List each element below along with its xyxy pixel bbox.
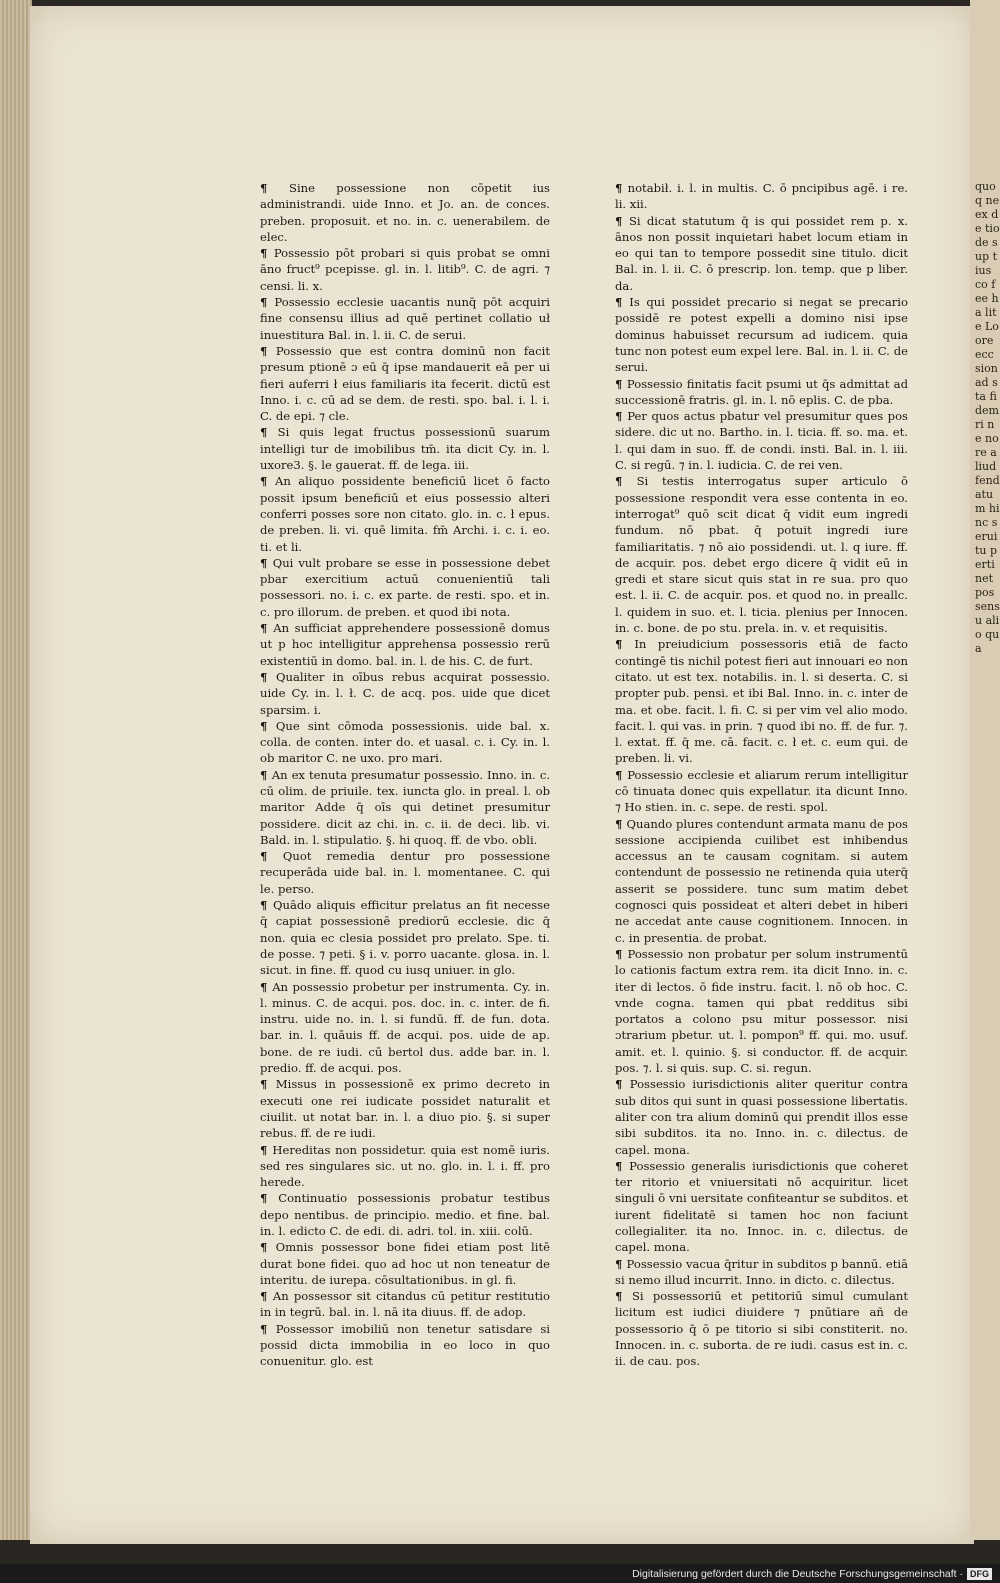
paragraph-text: An possessio probetur per instrumenta. Cy. in. l. minus. C. de acqui. pos. doc. in. c. inter. de fi. instru. uide no. in. l. si fundū. ff. de fun. dota. bar. in. l. quāuis ff. de acqui. pos. uide de ap. bone. de re iudi. cū bertol dus. adde bar. in. l. predio. ff. de acqui. pos.: [260, 979, 550, 1076]
paragraph: [260, 1239, 550, 1288]
paragraph-text: Possessio que est contra dominū non facit presum ptionē ɔ eū q̄ ipse mandauerit eā per ui fieri auferri ł eius familiaris ita fecerit. dictū est Inno. i. c. cū ad se dem. de resti. spo. bal. i. l. i. C. de epi. ⁊ cle.: [260, 343, 550, 424]
paragraph-mark-icon: ¶: [615, 181, 628, 195]
paragraph-text: Possessio ecclesie et aliarum rerum intelligitur cō tinuata donec quis expellatur. ita dicunt Inno. ⁊ Ho stien. in. c. sepe. de resti. spol.: [615, 767, 908, 815]
paragraph-mark-icon: ¶: [260, 295, 275, 310]
paragraph-mark-icon: ¶: [260, 669, 276, 684]
paragraph-mark-icon: ¶: [260, 555, 273, 570]
paragraph: [260, 897, 550, 978]
paragraph: [615, 473, 908, 636]
paragraph-mark-icon: ¶: [260, 1289, 273, 1304]
paragraph: [615, 1076, 908, 1157]
paragraph: [615, 294, 908, 375]
paragraph-text: Si testis interrogatus super articulo ō possessione respondit vera esse contenta in eo. interrogat⁹ quō scit dicat q̄ vidit eum ingredi fundum. nō pbat. q̄ potuit ingredi iure familiaritatis. ⁊ nō aio possidendi. ut. l. q iure. ff. de acquir. pos. debet ergo dicere q̄ vidit eū in gredi et stare sicut quis stat in re sua. pro quo est. l. ii. C. de acquir. pos. et quod no. in preallc. l. quidem in suo. et. l. ticia. plenius per Innocen. in. c. bone. de po stu. prela. in. v. et requisitis.: [615, 474, 908, 636]
paragraph-text: Qui vult probare se esse in possessione debet pbar exercitium actuū conuenientiū tali possessori. no. i. c. ex parte. de resti. spo. et in. c. pro illorum. de preben. et quod ibi nota.: [260, 555, 550, 619]
paragraph-mark-icon: ¶: [615, 474, 637, 489]
paragraph-mark-icon: ¶: [260, 1142, 273, 1157]
paragraph-text: Qualiter in oībus rebus acquirat possessio. uide Cy. in. l. ł. C. de acq. pos. uide que dicet sparsim. i.: [260, 669, 550, 717]
paragraph-mark-icon: ¶: [615, 767, 628, 782]
paragraph-mark-icon: ¶: [615, 409, 628, 424]
paragraph-text: Hereditas non possidetur. quia est nomē iuris. sed res singulares sic. ut no. glo. in. l. i. ff. pro herede.: [260, 1142, 550, 1190]
paragraph-mark-icon: ¶: [615, 376, 627, 391]
paragraph: [260, 848, 550, 897]
paragraph: [260, 555, 550, 620]
paragraph-text: Si quis legat fructus possessionū suarum intelligi tur de imobilibus tm̄. ita dicit Cy. in. l. uxore3. §. le gauerat. ff. de lega. iii.: [260, 425, 550, 473]
paragraph: [615, 767, 908, 816]
paragraph-text: Missus in possessionē ex primo decreto in executi one rei iudicate possidet naturalit et ciuilit. ut notat bar. in. l. a diuo pio. §. si super rebus. ff. de re iudi.: [260, 1077, 550, 1141]
paragraph-text: Possessio generalis iurisdictionis que coheret ter ritorio et vniuersitati nō acquiritur. licet singuli ō vni uersitate confiteantur se subditos. et iurent fidelitatē si tamen hoc non faciunt collegialiter. ita no. Innoc. in. c. dilectus. de capel. mona.: [615, 1158, 908, 1255]
paragraph-text: Possessio finitatis facit psumi ut q̄s admittat ad successionē fratris. gl. in. l. nō eplis. C. de pba.: [615, 376, 908, 407]
paragraph-mark-icon: ¶: [260, 1321, 276, 1336]
paragraph-mark-icon: ¶: [260, 1191, 279, 1206]
paragraph-mark-icon: ¶: [615, 295, 630, 310]
paragraph: [615, 180, 908, 213]
paragraph-text: Si dicat statutum q̄ is qui possidet rem p. x. ānos non possit inquietari habet locum etiam in eo qui tan to tempore possedit sine titulo. dicit Bal. in. l. ii. C. ō prescrip. lon. temp. que p liber. da.: [615, 213, 908, 293]
paragraph-text: Per quos actus pbatur vel presumitur ques pos sidere. dic ut no. Bartho. in. l. ticia. ff. so. ma. et. l. qui dam in suo. ff. de condi. insti. Bal. in. l. iii. C. si regū. ⁊ in. l. iudicia. C. de rei ven.: [615, 409, 909, 473]
facing-page-text: quoq ne ex de tio de sup tius co fee ha lite Lo ore ecc sion ad sta fidem ri ne no re aliud fendatum hinc seruitu pertinet pos sensu alio qua: [975, 180, 1000, 655]
paragraph-mark-icon: ¶: [260, 979, 273, 994]
paragraph-text: Possessio ecclesie uacantis nunq̄ pōt acquiri fine consensu illius ad quē pertinet collatio uł inuestitura Bal. in. l. ii. C. de serui.: [260, 295, 550, 342]
paragraph: [615, 1158, 908, 1256]
paragraph: [615, 1256, 908, 1289]
paragraph-mark-icon: ¶: [260, 621, 274, 636]
paragraph: [260, 979, 550, 1077]
paragraph-text: Possessio vacua q̄ritur in subditos p bannū. etiā si nemo illud incurrit. Inno. in dicto. c. dilectus.: [615, 1256, 909, 1287]
paragraph: [260, 343, 550, 424]
paragraph: [260, 1076, 550, 1141]
paragraph-text: Si possessoriū et petitoriū simul cumulant licitum est iudici diuidere ⁊ pnūtiare añ de possessorio q̄ ō pe titorio si sibi constiterit. no. Innocen. in. c. suborta. de re iudi. casus est in. c. ii. de cau. pos.: [615, 1289, 908, 1369]
paragraph: [260, 473, 550, 554]
right-column: [615, 180, 908, 1370]
paragraph-mark-icon: ¶: [615, 1256, 627, 1271]
paragraph: [615, 636, 908, 766]
paragraph: [260, 180, 550, 245]
paragraph: [615, 376, 908, 409]
paragraph-text: Quando plures contendunt armata manu de pos sessione accipienda cuilibet est inhibendus accessus an te causam cognitam. si autem contendunt de possessio ne retinenda quia uterq̄ asserit se possidere. tunc sum matim debet cognosci quis possideat et alteri debet in hiberi ne accedat ante cause cognitionem. Innocen. in c. in presentia. de probat.: [615, 816, 908, 945]
paragraph-mark-icon: ¶: [260, 246, 274, 261]
dfg-logo: DFG: [967, 1568, 992, 1580]
paragraph-mark-icon: ¶: [260, 343, 276, 358]
paragraph: [260, 1321, 550, 1370]
paragraph-mark-icon: ¶: [615, 637, 635, 652]
paragraph-mark-icon: ¶: [615, 946, 628, 961]
paragraph: [615, 946, 908, 1076]
footer-bar: [0, 1564, 1000, 1583]
paragraph-mark-icon: ¶: [260, 1240, 276, 1255]
paragraph-text: Possessio pōt probari si quis probat se omni āno fruct⁹ pcepisse. gl. in. l. litib⁹. C. de agri. ⁊ censi. li. x.: [260, 246, 550, 293]
paragraph-text: Is qui possidet precario si negat se precario possidē re potest expelli a domino nisi ipse dominus habuisset recursum ad iudicem. quia tunc non potest eum expel lere. Bal. in. l. ii. C. de serui.: [615, 295, 908, 375]
paragraph-mark-icon: ¶: [260, 849, 283, 864]
paragraph-mark-icon: ¶: [260, 718, 276, 733]
paragraph-mark-icon: ¶: [260, 425, 278, 440]
paragraph: [260, 718, 550, 767]
paragraph-mark-icon: ¶: [615, 816, 627, 831]
paragraph: [615, 816, 908, 946]
paragraph-text: An aliquo possidente beneficiū licet ō facto possit ipsum beneficiū et eius possessio alteri conferri posses sore non citato. glo. in. c. ł epus. de preben. li. vi. quē limita. fm̄ Archi. i. c. i. eo. ti. et li.: [260, 474, 550, 554]
paragraph: [260, 669, 550, 718]
paragraph-text: An ex tenuta presumatur possessio. Inno. in. c. cū olim. de priuile. tex. iuncta glo. in preal. l. ob maritor Adde q̄ oīs qui detinet presumitur possidere. dicit az chi. in. c. ii. de deci. lib. vi. Bald. in. l. stipulatio. §. hi quoq. ff. de vbo. obli.: [260, 767, 551, 847]
paragraph-mark-icon: ¶: [260, 1077, 276, 1092]
paragraph-mark-icon: ¶: [260, 474, 276, 489]
paragraph: [615, 213, 908, 294]
paragraph: [260, 620, 550, 669]
paragraph-text: An possessor sit citandus cū petitur restitutio in in tegrū. bal. in. l. nā ita diuus. ff. de adop.: [260, 1289, 550, 1320]
paragraph: [615, 408, 908, 473]
paragraph-text: Sine possessione non cōpetit ius administrandi. uide Inno. et Jo. an. de conces. preben. proposuit. et no. in. c. uenerabilem. de elec.: [260, 181, 550, 244]
paragraph: [260, 767, 550, 848]
paragraph-mark-icon: ¶: [615, 1289, 632, 1304]
paragraph-mark-icon: ¶: [615, 1077, 630, 1092]
paragraph-text: notabił. i. l. in multis. C. ō pncipibus agē. i re. li. xii.: [615, 181, 908, 212]
paragraph: [260, 294, 550, 343]
paragraph-text: Omnis possessor bone fidei etiam post litē durat bone fidei. quo ad hoc ut non teneatur de interitu. de iurepa. cōsultationibus. in gl. fi.: [260, 1240, 550, 1287]
paragraph-text: Possessio iurisdictionis aliter queritur contra sub ditos qui sunt in quasi possessione libertatis. aliter con tra alium dominū qui prendit illos esse sibi subditos. ita no. Inno. in. c. dilectus. de capel. mona.: [615, 1077, 908, 1157]
footer-credit: Digitalisierung gefördert durch die Deutsche Forschungsgemeinschaft ·: [632, 1567, 963, 1580]
paragraph-mark-icon: ¶: [260, 181, 290, 195]
paragraph-text: Quādo aliquis efficitur prelatus an fit necesse q̄ capiat possessionē prediorū ecclesie. dic q̄ non. quia ec clesia possidet pro prelato. Spe. ti. de posse. ⁊ peti. § i. v. porro uacante. glosa. in. l. sicut. in fine. ff. quod cu iusq uniuer. in glo.: [260, 898, 550, 978]
paragraph-text: In preiudicium possessoris etiā de facto contingē tis nichil potest fieri aut innouari eo non citato. ut est tex. notabilis. in. l. si deserta. C. si propter pub. pensi. et ibi Bal. Inno. in. c. inter de ma. et obe. facit. l. fi. C. si per vim vel alio modo. facit. l. qui vas. in prin. ⁊ quod ibi no. ff. de fur. ⁊. l. extat. ff. q̄ me. cā. facit. c. ł et. c. eum qui. de preben. li. vi.: [615, 637, 909, 766]
paragraph: [615, 1288, 908, 1369]
book-page-edges: [0, 0, 32, 1540]
paragraph-text: Possessor imobiliū non tenetur satisdare si possid dicta immobilia in eo loco in quo conuenitur. glo. est: [260, 1321, 550, 1369]
paragraph-mark-icon: ¶: [260, 898, 273, 913]
paragraph: [260, 424, 550, 473]
left-column: [260, 180, 550, 1370]
paragraph: [260, 1190, 550, 1239]
paragraph-text: Quot remedia dentur pro possessione recuperāda uide bal. in. l. momentanee. C. qui le. perso.: [260, 849, 551, 896]
paragraph-mark-icon: ¶: [615, 1158, 630, 1173]
paragraph-mark-icon: ¶: [260, 767, 272, 782]
paragraph-text: Continuatio possessionis probatur testibus depo nentibus. de principio. medio. et fine. bal. in. l. edicto C. de edi. di. adri. tol. in. xiii. colū.: [260, 1191, 550, 1238]
paragraph: [260, 1142, 550, 1191]
paragraph-text: Que sint cōmoda possessionis. uide bal. x. colla. de conten. inter do. et uasal. c. i. Cy. in. l. ob maritor C. ne uxo. pro mari.: [260, 718, 550, 766]
paragraph-mark-icon: ¶: [615, 213, 629, 228]
paragraph: [260, 1288, 550, 1321]
paragraph-text: Possessio non probatur per solum instrumentū lo cationis factum extra rem. ita dicit Inno. in. c. iter di lectos. ō fide instru. facit. l. nō ob hoc. C. vnde cogna. tamen qui pbat redditus sibi portatos a colono psu mitur possessor. nisi ɔtrarium pbetur. ut. l. pompon⁹ ff. qui. mo. usuf. amit. et. l. quinio. §. si conductor. ff. de acquir. pos. ⁊. l. si quis. sup. C. si. regun.: [615, 946, 908, 1076]
paragraph: [260, 245, 550, 294]
paragraph-text: An sufficiat apprehendere possessionē domus ut p hoc intelligitur apprehensa possessio rerū existentiū in domo. bal. in. l. de his. C. de furt.: [260, 621, 550, 668]
